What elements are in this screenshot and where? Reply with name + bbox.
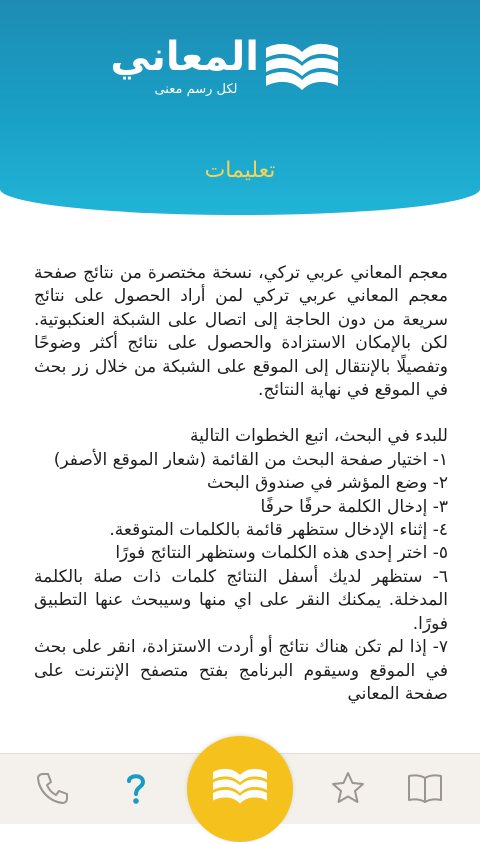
nav-phone-button[interactable] xyxy=(32,768,72,808)
nav-home-button[interactable] xyxy=(187,736,293,842)
step-item: ٦- ستظهر لديك أسفل النتائج كلمات ذات صلة بالكلمة المدخلة. يمكنك النقر على اي منها وسيبحث عنها التطبيق فورًا. xyxy=(34,566,448,634)
intro-paragraph: معجم المعاني عربي تركي، نسخة مختصرة من نتائج صفحة معجم المعاني عربي تركي لمن أراد الحصول على نتائج سريعة من دون الحاجة إلى اتصال على الشبكة العنكبوتية. لكن بالإمكان الاستزادة والحصول على نتائج أكثر وضوحًا وتفصيلًا بالإنتقال إلى الموقع على الشبكة من خلال زر بحث في الموقع في نهاية النتائج. xyxy=(34,263,448,401)
step-item: ٢- وضع المؤشر في صندوق البحث xyxy=(206,473,448,494)
steps-heading: للبدء في البحث، اتبع الخطوات التالية xyxy=(190,426,448,447)
app-name: المعاني xyxy=(110,34,259,80)
app-logo xyxy=(0,30,480,110)
page-title: تعليمات xyxy=(204,158,276,183)
nav-dictionary-button[interactable] xyxy=(405,768,445,808)
app-tagline: لكل رسم معنى xyxy=(154,82,238,97)
step-item: ٥- اختر إحدى هذه الكلمات وستظهر النتائج فورًا xyxy=(115,543,448,564)
book-logo-icon xyxy=(210,764,270,810)
paragraph-spacer xyxy=(34,402,448,425)
phone-icon xyxy=(32,768,72,808)
nav-help-button[interactable] xyxy=(116,768,156,808)
step-item: ١- اختيار صفحة البحث من القائمة (شعار الموقع الأصفر) xyxy=(53,449,448,470)
question-icon xyxy=(116,768,156,808)
step-item: ٣- إدخال الكلمة حرفًا حرفًا xyxy=(260,496,448,517)
nav-favorites-button[interactable] xyxy=(328,768,368,808)
star-icon xyxy=(328,768,368,808)
step-item: ٧- إذا لم تكن هناك نتائج أو أردت الاستزادة، انقر على بحث في الموقع وسيقوم البرنامج بفتح متصفح الإنترنت على صفحة المعاني xyxy=(34,637,448,704)
book-logo-icon xyxy=(262,38,342,98)
instructions-content[interactable] xyxy=(34,262,448,752)
step-item: ٤- إثناء الإدخال ستظهر قائمة بالكلمات المتوقعة. xyxy=(109,520,448,541)
open-book-icon xyxy=(405,768,445,808)
app-header xyxy=(0,0,480,215)
